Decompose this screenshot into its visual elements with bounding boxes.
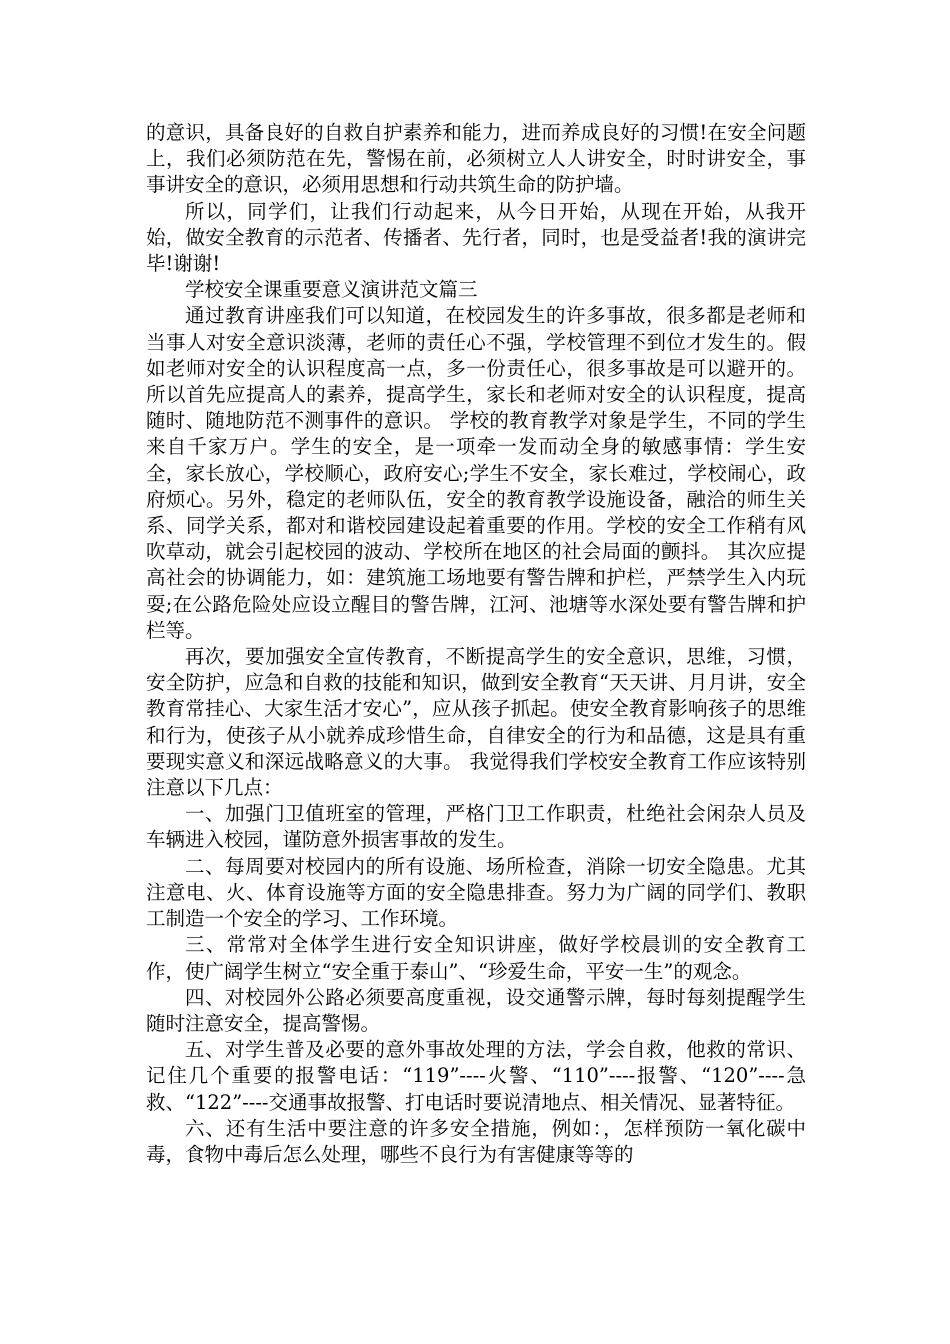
document-page — [146, 120, 806, 1168]
paragraph-3: 通过教育讲座我们可以知道，在校园发生的许多事故，很多都是老师和当事人对安全意识淡薄，老师的责任心不强，学校管理不到位才发生的。假如老师对安全的认识程度高一点，多一份责任心，很多事故是可以避开的。所以首先应提高人的素养，提高学生，家长和老师对安全的认识程度，提高随时、随地防范不测事件的意识。 学校的教育教学对象是学生，不同的学生来自千家万户。学生的安全，是一项牵一发而动全身的敏感事情：学生安全，家长放心，学校顺心，政府安心;学生不安全，家长难过，学校闹心，政府烦心。另外，稳定的老师队伍，安全的教育教学设施设备，融洽的师生关系、同学关系，都对和谐校园建设起着重要的作用。学校的安全工作稍有风吹草动，就会引起校园的波动、学校所在地区的社会局面的颤抖。 其次应提高社会的协调能力，如：建筑施工场地要有警告牌和护栏，严禁学生入内玩耍;在公路危险处应设立醒目的警告牌，江河、池塘等水深处要有警告牌和护栏等。 — [146, 304, 806, 642]
list-item-4: 四、对校园外公路必须要高度重视，设交通警示牌，每时每刻提醒学生随时注意安全，提高警惕。 — [146, 985, 806, 1035]
paragraph-4: 再次，要加强安全宣传教育，不断提高学生的安全意识，思维，习惯，安全防护，应急和自救的技能和知识，做到安全教育“天天讲、月月讲，安全教育常挂心、大家生活才安心”，应从孩子抓起。使安全教育影响孩子的思维和行为，使孩子从小就养成珍惜生命，自律安全的行为和品德，这是具有重要现实意义和深远战略意义的大事。 我觉得我们学校安全教育工作应该特别注意以下几点： — [146, 645, 806, 800]
list-item-2: 二、每周要对校园内的所有设施、场所检查，消除一切安全隐患。尤其注意电、火、体育设施等方面的安全隐患排查。努力为广阔的同学们、教职工制造一个安全的学习、工作环境。 — [146, 854, 806, 931]
list-item-3: 三、常常对全体学生进行安全知识讲座，做好学校晨训的安全教育工作，使广阔学生树立“安全重于泰山”、“珍爱生命，平安一生”的观念。 — [146, 933, 806, 983]
paragraph-1: 的意识，具备良好的自救自护素养和能力，进而养成良好的习惯!在安全问题上，我们必须防范在先，警惕在前，必须树立人人讲安全，时时讲安全，事事讲安全的意识，必须用思想和行动共筑生命的防护墙。 — [146, 121, 806, 197]
paragraph-2: 所以，同学们，让我们行动起来，从今日开始，从现在开始，从我开始，做安全教育的示范者、传播者、先行者，同时，也是受益者!我的演讲完毕!谢谢! — [146, 199, 806, 276]
list-item-6: 六、还有生活中要注意的许多安全措施，例如：，怎样预防一氧化碳中毒，食物中毒后怎么处理，哪些不良行为有害健康等等的 — [146, 1116, 806, 1166]
section-heading: 学校安全课重要意义演讲范文篇三 — [185, 278, 478, 302]
list-item-5: 五、对学生普及必要的意外事故处理的方法，学会自救，他救的常识、记住几个重要的报警电话：“119”----火警、“110”----报警、“120”----急救、“122”----交通事故报警、打电话时要说清地点、相关情况、显著特征。 — [146, 1038, 806, 1114]
list-item-1: 一、加强门卫值班室的管理，严格门卫工作职责，杜绝社会闲杂人员及车辆进入校园，谨防意外损害事故的发生。 — [146, 802, 806, 852]
